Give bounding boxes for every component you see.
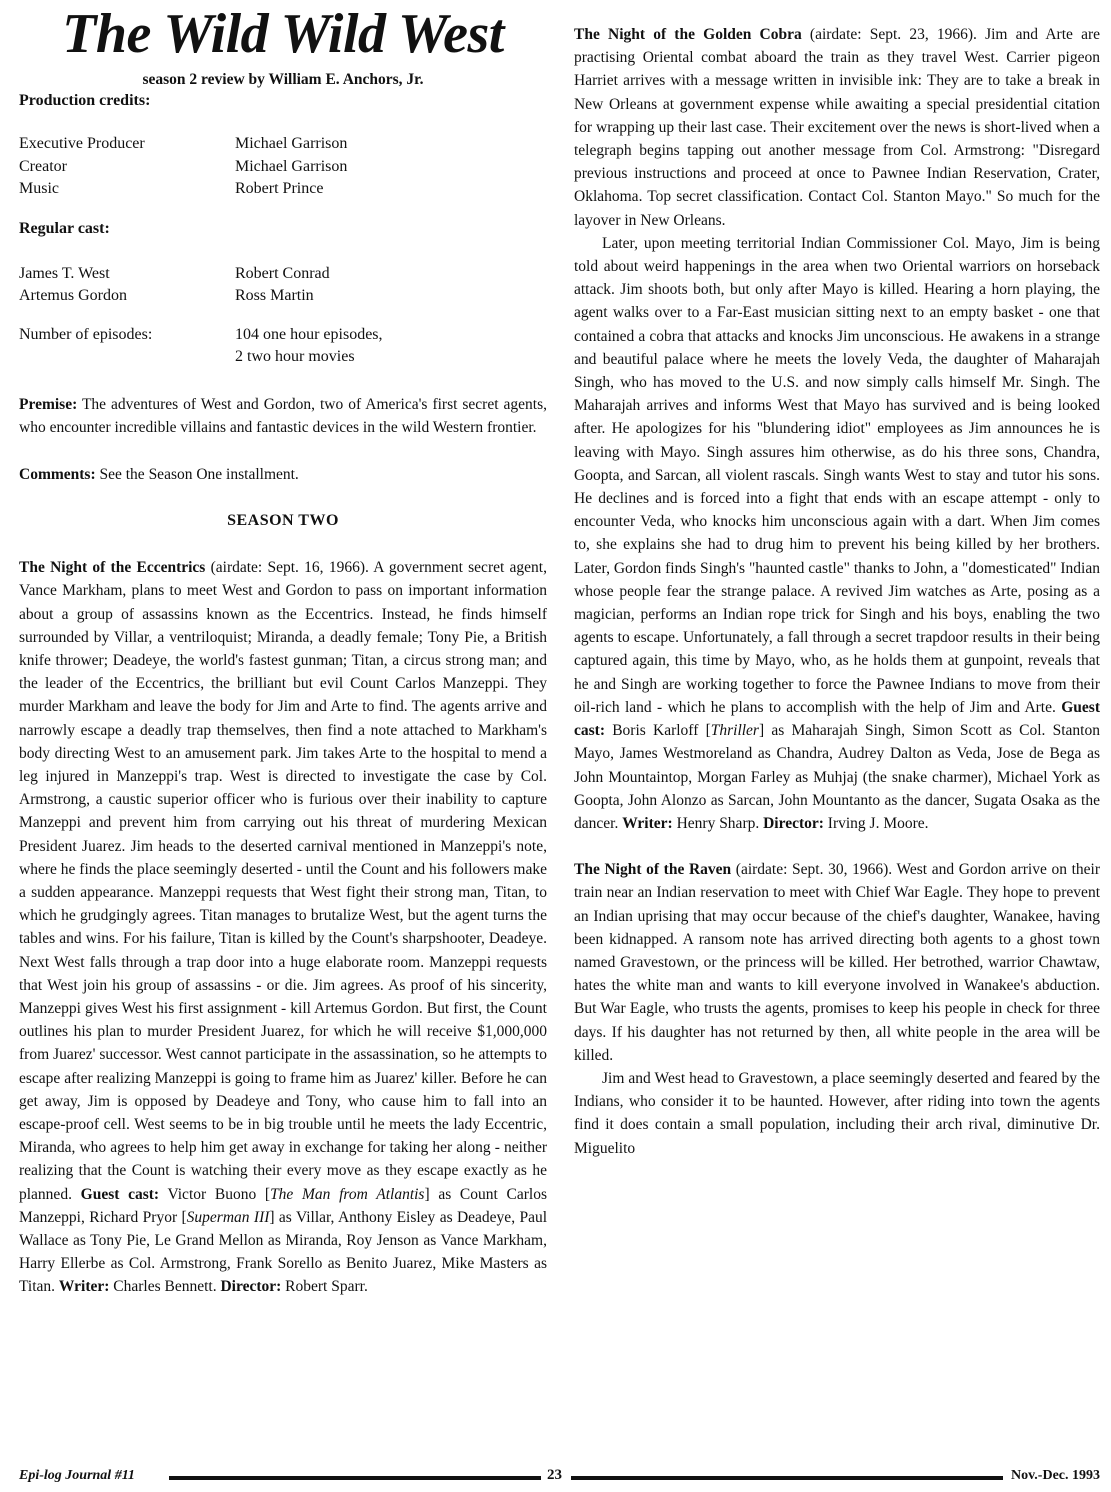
comments-paragraph (19, 463, 547, 486)
episode-paragraph (574, 232, 1100, 835)
cast-name: Ross Martin (235, 287, 314, 304)
credit-role: Executive Producer (19, 135, 145, 152)
comments-text: See the Season One installment. (95, 465, 299, 483)
episode-count-row (19, 324, 383, 369)
show-title: Superman III (186, 1208, 270, 1226)
footer-rule (571, 1476, 1003, 1480)
episode-eccentrics (19, 556, 547, 1299)
guest-cast-label: Guest cast: (80, 1185, 160, 1203)
footer-rule (169, 1476, 541, 1480)
cast-name: Robert Conrad (235, 264, 330, 282)
episodes-value (235, 324, 383, 369)
writer-label: Writer: (622, 814, 673, 832)
episode-golden-cobra (574, 23, 1100, 232)
production-credits-heading: Production credits: (19, 92, 151, 109)
cast-role: Artemus Gordon (19, 287, 127, 304)
episode-count-table (19, 324, 383, 369)
cast-role: James T. West (19, 264, 110, 282)
credit-name: Robert Prince (235, 180, 324, 197)
issue-date: Nov.-Dec. 1993 (1010, 1468, 1100, 1483)
production-credits-table (19, 133, 347, 201)
episode-title: The Night of the Golden Cobra (574, 26, 802, 43)
cast-row (19, 285, 330, 308)
guest-cast-text: Boris Karloff [ (605, 722, 711, 740)
journal-name: Epi-log Journal #11 (19, 1468, 135, 1483)
writer-label: Writer: (58, 1278, 110, 1296)
guest-cast-text: Victor Buono [ (159, 1185, 271, 1203)
show-title: Thriller (710, 722, 759, 740)
director-name: Irving J. Moore. (823, 814, 929, 832)
credit-row (19, 156, 347, 179)
guest-cast-text: ] as Maharajah Singh, Simon Scott as Col. Stanton Mayo, James Westmoreland as Chandra, Audrey Dalton as Veda, Jose de Bega as John Mountaintop, Morgan Farley as Muhjaj (the snake charmer), Michael York as Goopta, John Alonzo as Sarcan, John Mountanto as the dancer, Sugata Osaka as the dancer. (574, 722, 1100, 832)
season-heading: SEASON TWO (227, 512, 339, 530)
article-title: The Wild Wild West (62, 3, 504, 65)
episodes-line: 104 one hour episodes, (235, 325, 383, 343)
episode-text: Later, upon meeting territorial Indian Commissioner Col. Mayo, Jim is being told about weird happenings in the area when two Oriental warriors on horseback attack. Jim shoots both, but only after Mayo is killed. Hearing a horn playing, the agent walks over to a Far-East musician sitting next to an empty basket - one that contained a cobra that attacks and knocks Jim unconscious. He awakens in a strange and beautiful palace where he meets the lovely Veda, the daughter of Maharajah Singh, who has moved to the U.S. and now simply calls himself Mr. Singh. The Maharajah arrives and informs West that Mayo has survived and is being looked after. He apologizes for his "blundering idiot" employees as Jim announces he is leaving with Mayo. Singh assures him otherwise, as do his three sons, Chandra, Goopta, and Sarcan, all violent rascals. Singh wants West to stay and tutor his sons. He declines and is forced into a fight that ends with an escape attempt - only to encounter Veda, who knocks him unconscious again with a dart. When Jim comes to, she explains she had to drug him to prevent his being killed by her brothers. Later, Gordon finds Singh's "haunted castle" thanks to John, a "domesticated" Indian whose people fear the strange palace. A revived Jim watches as Arte, posing as a magician, performs an Indian rope trick for Singh and his boys, enabling the two agents to escape. Unfortunately, a fall through a secret trapdoor results in their being captured again, this time by Mayo, who, as he holds them at gunpoint, reveals that he and Singh are working together to force the Pawnee Indians to move from their oil-rich land - which he plans to accomplish with the help of Jim and Arte. (574, 234, 1100, 716)
premise-label: Premise: (19, 395, 78, 413)
episode-text: Jim and West head to Gravestown, a place seemingly deserted and feared by the Indians, who consider it to be haunted. However, after riding into town the agents find it does contain a small population, including their arch rival, diminutive Dr. Miguelito (574, 1069, 1100, 1157)
comments-label: Comments: (19, 465, 96, 483)
episode-paragraph (574, 1067, 1100, 1160)
show-title: The Man from Atlantis (270, 1185, 425, 1203)
episode-text: (airdate: Sept. 23, 1966). Jim and Arte are practising Oriental combat aboard the train as they travel West. Carrier pigeon Harriet arrives with a message written in invisible ink: They are to take a break in New Orleans at government expense while awaiting a special presidential citation for wrapping up their last case. Their excitement over the news is short-lived when a telegraph begins tapping out another message from Col. Armstrong: "Disregard previous instructions and proceed at once to Pawnee Indian Reservation, Crater, Oklahoma. Top secret classification. Contact Col. Stanton Mayo." So much for the layover in New Orleans. (574, 26, 1100, 229)
episode-title: The Night of the Raven (574, 861, 732, 879)
page-footer (19, 1466, 1100, 1490)
episodes-line: 2 two hour movies (235, 348, 355, 365)
writer-name: Henry Sharp. (672, 814, 764, 832)
director-name: Robert Sparr. (281, 1278, 368, 1296)
credit-role: Creator (19, 157, 67, 175)
episodes-label: Number of episodes: (19, 325, 153, 343)
right-column (574, 0, 1100, 1160)
cast-row (19, 263, 330, 286)
credit-row (19, 133, 347, 156)
episode-text: (airdate: Sept. 30, 1966). West and Gordon arrive on their train near an Indian reservation to meet with Chief War Eagle. They hope to prevent an Indian uprising that may occur because of the chief's daughter, Wanakee, having been kidnapped. A ransom note has arrived directing both agents to a ghost town named Gravestown, or the princess will be killed. Her betrothed, warrior Chawtaw, hates the white man and wants to kill everyone involved in Wanakee's abduction. But War Eagle, who trusts the agents, promises to keep his people in check for three days. If his daughter has not returned by then, all white people in the area will be killed. (574, 861, 1100, 1064)
episode-title: The Night of the Eccentrics (19, 559, 206, 577)
premise-text: The adventures of West and Gordon, two of America's first secret agents, who encounter incredible villains and fantastic devices in the wild Western frontier. (19, 395, 547, 436)
credit-row (19, 178, 347, 201)
credit-name: Michael Garrison (235, 157, 348, 175)
regular-cast-heading: Regular cast: (19, 219, 110, 237)
writer-name: Charles Bennett. (109, 1278, 221, 1296)
credit-name: Michael Garrison (235, 135, 348, 152)
credit-role: Music (19, 180, 59, 197)
byline: season 2 review by William E. Anchors, Jr. (142, 71, 424, 88)
page-number: 23 (547, 1467, 562, 1483)
regular-cast-table (19, 263, 330, 308)
director-label: Director: (220, 1278, 282, 1296)
episode-raven (574, 858, 1100, 1067)
guest-cast-label: Guest cast: (574, 698, 1100, 740)
guest-cast-text: ] as Count Carlos Manzeppi, Richard Pryor [ (19, 1185, 547, 1226)
left-column (19, 0, 547, 1461)
episode-text: (airdate: Sept. 16, 1966). A government secret agent, Vance Markham, plans to meet West and Gordon to pass on important information about a group of assassins known as the Eccentrics. Instead, he finds himself surrounded by Villar, a ventriloquist; Miranda, a deadly female; Tony Pie, a British knife thrower; Deadeye, the world's fastest gunman; Titan, a circus strong man; and the leader of the Eccentrics, the brilliant but evil Count Carlos Manzeppi. They murder Markham and leave the body for Jim and Arte to find. The agents arrive and narrowly escape a deadly trap themselves, then find a note attached to Markham's body directing West to an amusement park. Jim takes Arte to the hospital to mend a leg injured in Manzeppi's trap. West is directed to investigate the case by Col. Armstrong, a caustic superior officer who is furious over their inability to capture Manzeppi and prevent him from carrying out his threat of murdering Mexican President Juarez. Jim heads to the deserted carnival mentioned in Manzeppi's note, where he finds the place seemingly deserted - until the Count and his followers make a sudden appearance. Manzeppi requests that West fight their strong man, Titan, to which he grudgingly agrees. Titan manages to brutalize West, but the agent turns the tables and wins. For his failure, Titan is killed by the Count's sharpshooter, Deadeye. Next West falls through a trap door into a huge elaborate room. Manzeppi requests that West join his group of assassins - or die. Jim agrees. As proof of his sincerity, Manzeppi gives West his first assignment - kill Artemus Gordon. But first, the Count outlines his plan to murder President Juarez, for which he will receive $1,000,000 from Juarez' successor. West cannot participate in the assassination, so he attempts to escape after realizing Manzeppi is going to frame him as Juarez' killer. Before he can get away, Jim is opposed by Deadeye and Tony, who cause him to fall into an escape-proof cell. West seems to be in big trouble until he meets the lady Eccentric, Miranda, who agrees to help him get away in exchange for taking her along - neither realizing that the Count is watching their every move as they escape exactly as he planned. (19, 559, 547, 1203)
director-label: Director: (763, 814, 824, 832)
premise-paragraph (19, 393, 547, 439)
guest-cast-text: ] as Villar, Anthony Eisley as Deadeye, Paul Wallace as Tony Pie, Le Grand Mellon as Miranda, Roy Jenson as Vance Markham, Harry Ellerbe as Col. Armstrong, Frank Sorello as Benito Juarez, Mike Masters as Titan. (19, 1208, 547, 1296)
column-clip (19, 556, 547, 1461)
